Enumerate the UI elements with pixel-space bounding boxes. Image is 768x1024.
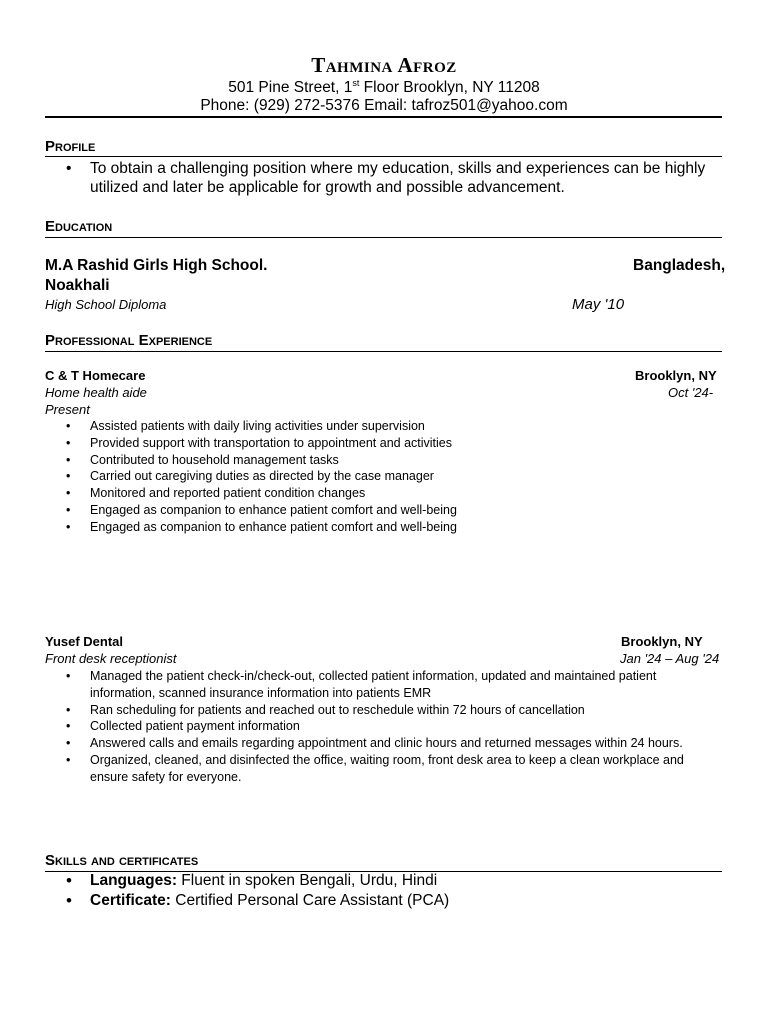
degree-date: May '10: [572, 296, 625, 313]
skill-label: Languages:: [90, 872, 177, 889]
job-dates: Oct '24-: [668, 385, 714, 400]
job-location: Brooklyn, NY: [621, 634, 703, 649]
list-item: • Engaged as companion to enhance patient comfort and well-being: [45, 519, 725, 536]
job-employer: C & T Homecare: [45, 368, 146, 383]
list-item: • Engaged as companion to enhance patient comfort and well-being: [45, 502, 725, 519]
list-item: • Answered calls and emails regarding appointment and clinic hours and returned messages within 24 hours.: [45, 735, 725, 752]
degree: High School Diploma: [45, 297, 167, 312]
education-heading: Education: [45, 218, 113, 235]
list-item: • Organized, cleaned, and disinfected the office, waiting room, front desk area to keep a clean workplace and ensure safety for everyone.: [45, 752, 725, 786]
education-divider: [45, 237, 722, 238]
job-location: Brooklyn, NY: [635, 368, 717, 383]
job-title: Home health aide: [45, 385, 147, 400]
profile-divider: [45, 156, 722, 157]
job-bullets: [45, 668, 725, 786]
experience-heading: Professional Experience: [45, 332, 213, 349]
school-name: M.A Rashid Girls High School.: [45, 257, 268, 274]
school-city: Noakhali: [45, 277, 110, 294]
profile-heading: Profile: [45, 138, 96, 155]
skill-item: [45, 871, 725, 891]
job-dates: Jan '24 – Aug '24: [620, 651, 720, 666]
skills-list: [45, 871, 725, 911]
list-item: • Assisted patients with daily living activities under supervision: [45, 418, 725, 435]
list-item: • Managed the patient check-in/check-out, collected patient information, updated and maintained patient information, scanned insurance information into patients EMR: [45, 668, 725, 702]
skill-text: Fluent in spoken Bengali, Urdu, Hindi: [176, 872, 438, 889]
address-line: 501 Pine Street, 1st Floor Brooklyn, NY 11208: [228, 78, 540, 97]
header-divider: [45, 116, 722, 118]
list-item: • Monitored and reported patient condition changes: [45, 485, 725, 502]
job-bullets: [45, 418, 725, 536]
skill-label: Certificate:: [90, 892, 171, 909]
list-item: • Contributed to household management tasks: [45, 452, 725, 469]
list-item: • Ran scheduling for patients and reached out to reschedule within 72 hours of cancellation: [45, 702, 725, 719]
skill-item: [45, 891, 725, 911]
experience-divider: [45, 351, 722, 352]
list-item: • Provided support with transportation to appointment and activities: [45, 435, 725, 452]
list-item: • Carried out caregiving duties as directed by the case manager: [45, 468, 725, 485]
school-location: Bangladesh,: [633, 257, 726, 274]
profile-item: • To obtain a challenging position where my education, skills and experiences can be highly utilized and later be applicable for growth and possible advancement.: [45, 159, 725, 197]
job-title: Front desk receptionist: [45, 651, 177, 666]
skills-heading: Skills and certificates: [45, 852, 199, 869]
job-dates-end: Present: [45, 402, 90, 417]
contact-line: Phone: (929) 272-5376 Email: tafroz501@yahoo.com: [200, 97, 568, 114]
list-item: • Collected patient payment information: [45, 718, 725, 735]
skill-text: Certified Personal Care Assistant (PCA): [170, 892, 450, 909]
profile-list: [45, 159, 725, 197]
job-employer: Yusef Dental: [45, 634, 124, 649]
candidate-name: Tahmina Afroz: [311, 53, 457, 77]
